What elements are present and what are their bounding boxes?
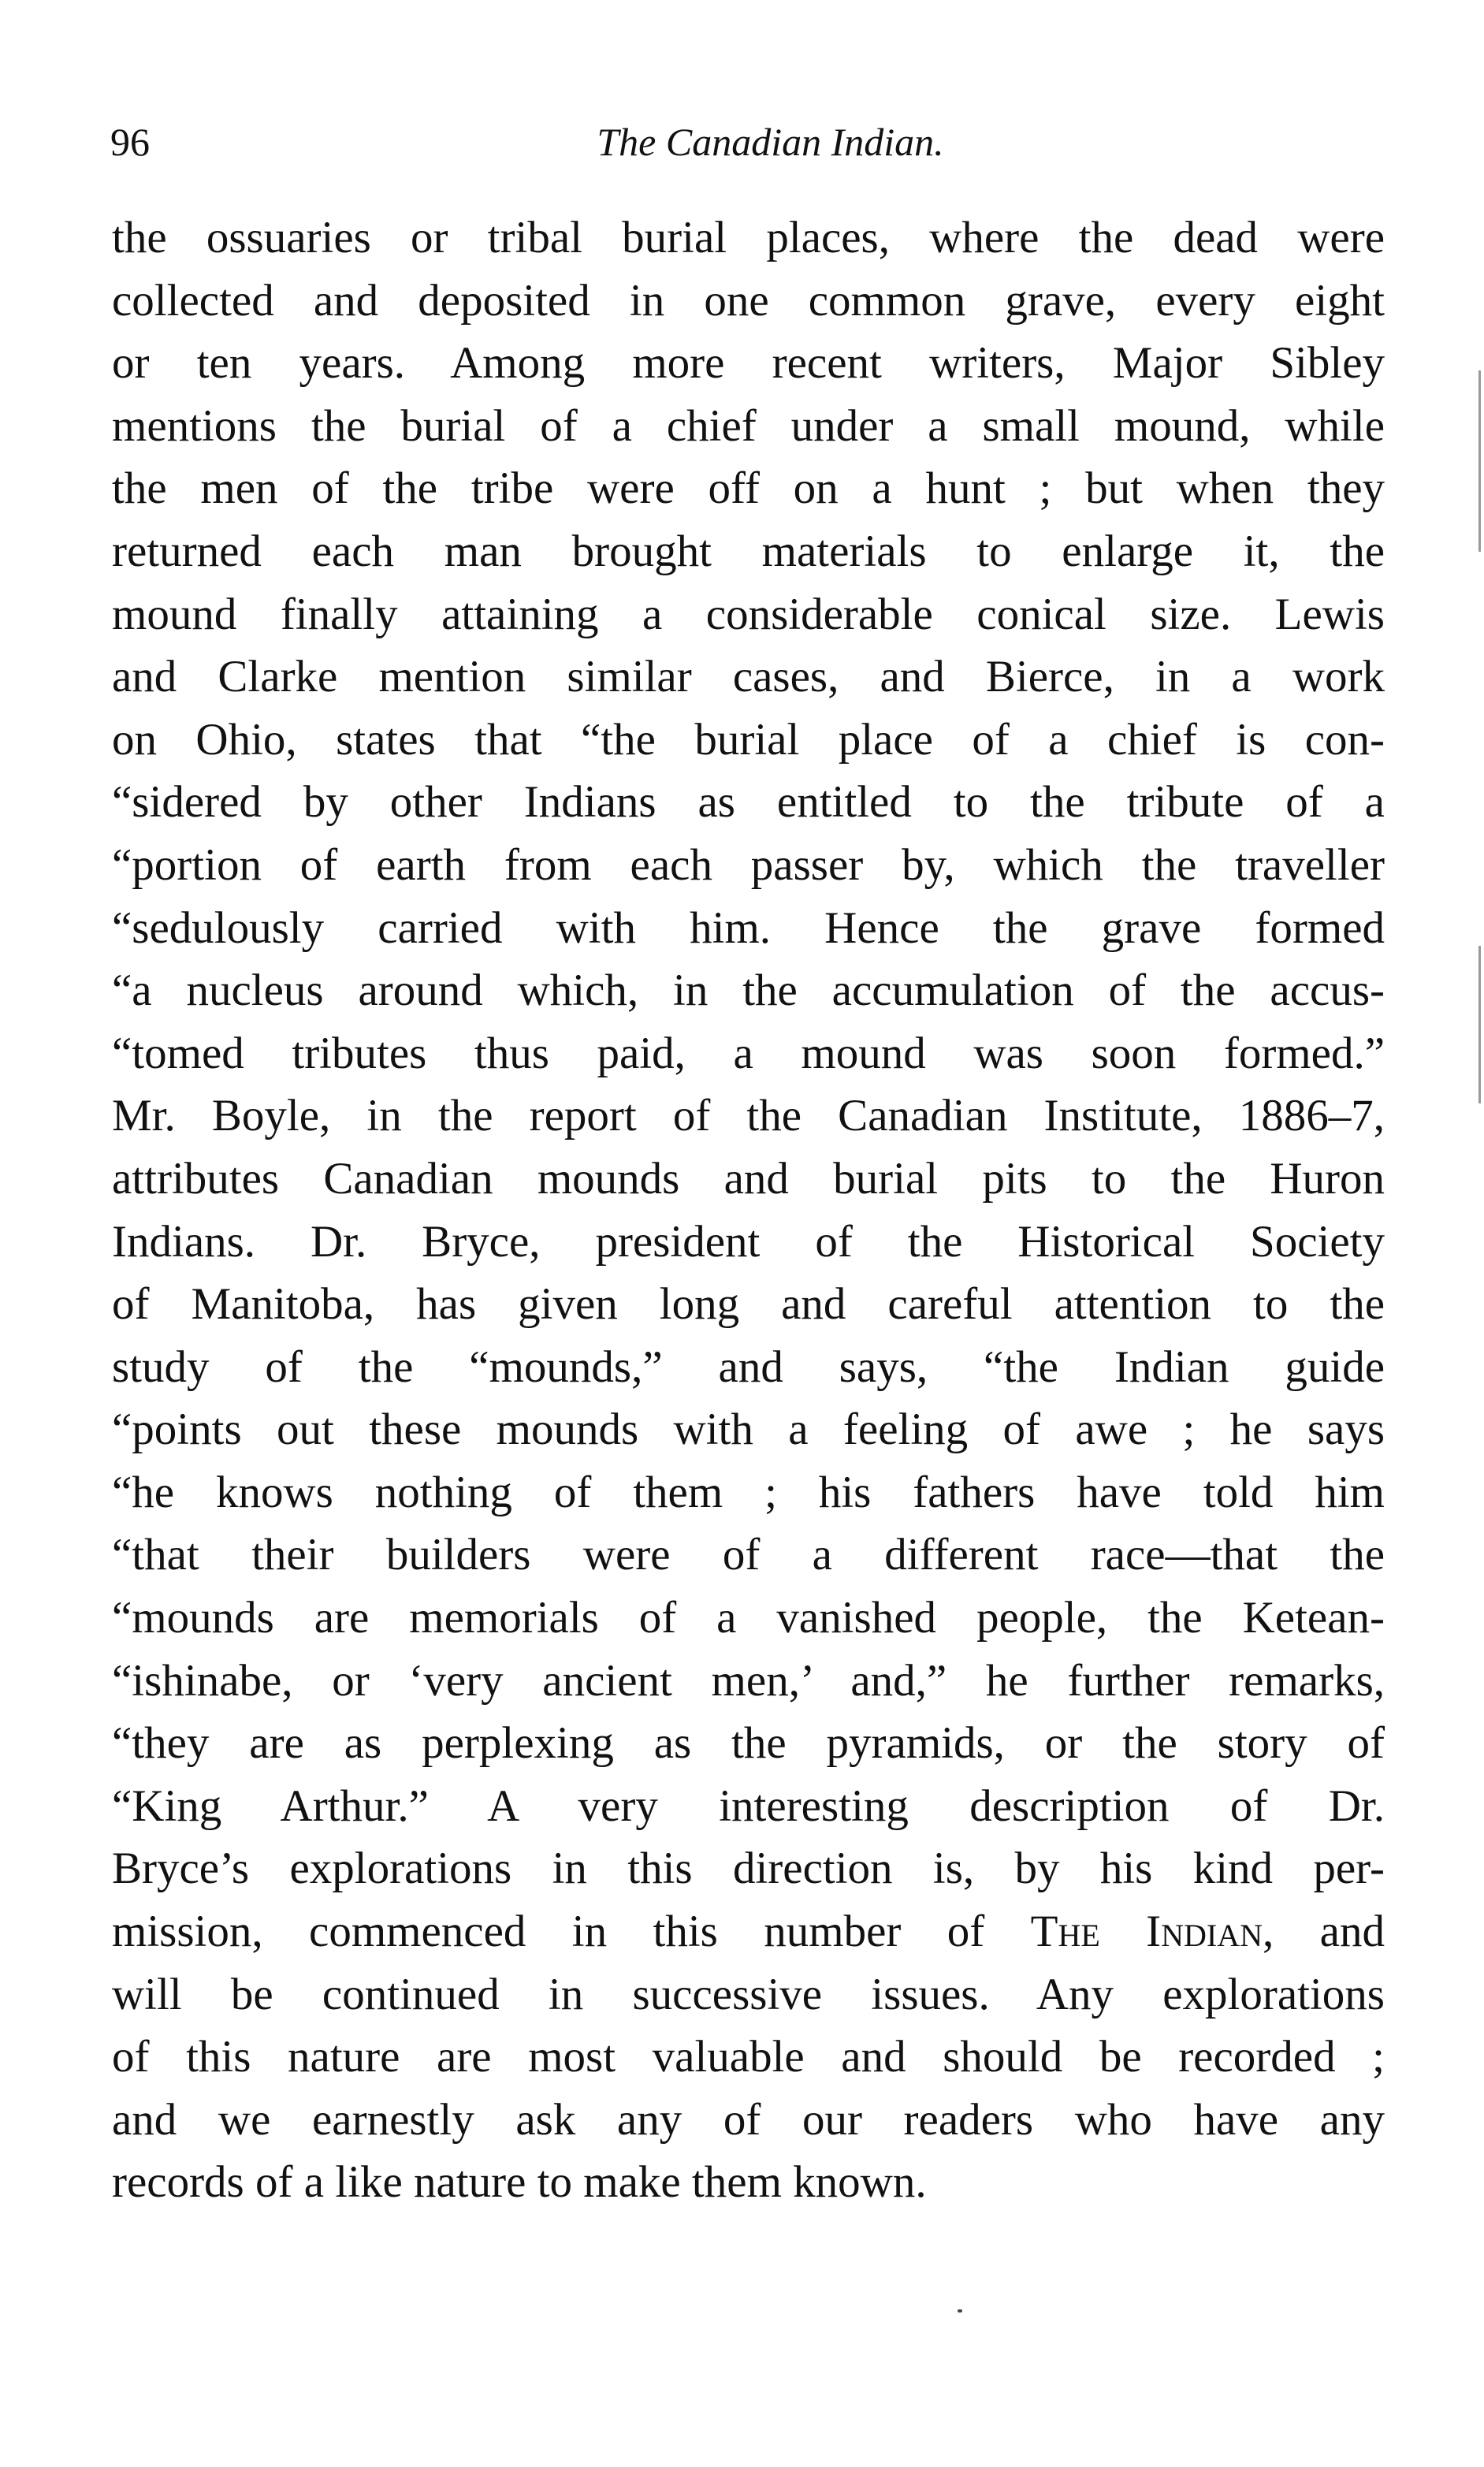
text-line: mound finally attaining a considerable conical size. Lewis bbox=[112, 589, 1385, 639]
text-line: “mounds are memorials of a vanished people, the Ketean- bbox=[112, 1593, 1385, 1643]
journal-title-smallcaps: The Indian bbox=[1030, 1907, 1263, 1957]
page-header bbox=[110, 118, 1383, 173]
text-line: “a nucleus around which, in the accumulation of the accus- bbox=[112, 966, 1385, 1016]
running-title: The Canadian Indian. bbox=[597, 120, 944, 164]
text-line: returned each man brought materials to enlarge it, the bbox=[112, 526, 1385, 576]
text-line: “they are as perplexing as the pyramids, or the story of bbox=[112, 1718, 1385, 1769]
text-line: “that their builders were of a different race—that the bbox=[112, 1530, 1385, 1580]
line-lead: mission, commenced in this number of bbox=[112, 1907, 1031, 1957]
text-line: or ten years. Among more recent writers, Major Sibley bbox=[112, 338, 1385, 389]
scan-edge-mark bbox=[1478, 946, 1481, 1103]
body-text bbox=[112, 207, 1385, 2214]
text-line: “portion of earth from each passer by, which the traveller bbox=[112, 839, 1385, 890]
text-line: on Ohio, states that “the burial place of a chief is con- bbox=[112, 714, 1385, 765]
text-line: attributes Canadian mounds and burial pits to the Huron bbox=[112, 1153, 1385, 1204]
text-line: “points out these mounds with a feeling of awe ; he says bbox=[112, 1405, 1385, 1455]
text-line: study of the “mounds,” and says, “the Indian guide bbox=[112, 1341, 1385, 1392]
text-line: “tomed tributes thus paid, a mound was soon formed.” bbox=[112, 1028, 1385, 1078]
text-line: “King Arthur.” A very interesting description of Dr. bbox=[112, 1780, 1385, 1831]
text-line: “sedulously carried with him. Hence the grave formed bbox=[112, 902, 1385, 953]
text-line: Bryce’s explorations in this direction is, by his kind per- bbox=[112, 1844, 1385, 1894]
scan-edge-mark bbox=[1478, 370, 1481, 552]
text-line: of this nature are most valuable and should be recorded ; bbox=[112, 2032, 1385, 2082]
text-line: and we earnestly ask any of our readers who have any bbox=[112, 2094, 1385, 2145]
text-line: the men of the tribe were off on a hunt ; but when they bbox=[112, 463, 1385, 514]
text-line: “sidered by other Indians as entitled to the tribute of a bbox=[112, 777, 1385, 828]
text-line: “he knows nothing of them ; his fathers have told him bbox=[112, 1467, 1385, 1517]
text-line: “ishinabe, or ‘very ancient men,’ and,” he further remarks, bbox=[112, 1655, 1385, 1706]
text-line-final: records of a like nature to make them known. bbox=[112, 2157, 927, 2208]
text-line-with-title bbox=[112, 1900, 1385, 1963]
text-line: collected and deposited in one common grave, every eight bbox=[112, 275, 1385, 326]
text-line: Indians. Dr. Bryce, president of the Historical Society bbox=[112, 1216, 1385, 1267]
text-line: the ossuaries or tribal burial places, where the dead were bbox=[112, 213, 1385, 262]
text-line: of Manitoba, has given long and careful attention to the bbox=[112, 1279, 1385, 1330]
text-line: mentions the burial of a chief under a small mound, while bbox=[112, 400, 1385, 451]
page-number: 96 bbox=[110, 120, 150, 164]
text-line: will be continued in successive issues. Any explorations bbox=[112, 1969, 1385, 2019]
paper-speck bbox=[958, 2309, 962, 2313]
line-tail: , and bbox=[1263, 1907, 1385, 1957]
text-line: and Clarke mention similar cases, and Bierce, in a work bbox=[112, 652, 1385, 702]
text-line: Mr. Boyle, in the report of the Canadian Institute, 1886–7, bbox=[112, 1091, 1385, 1141]
